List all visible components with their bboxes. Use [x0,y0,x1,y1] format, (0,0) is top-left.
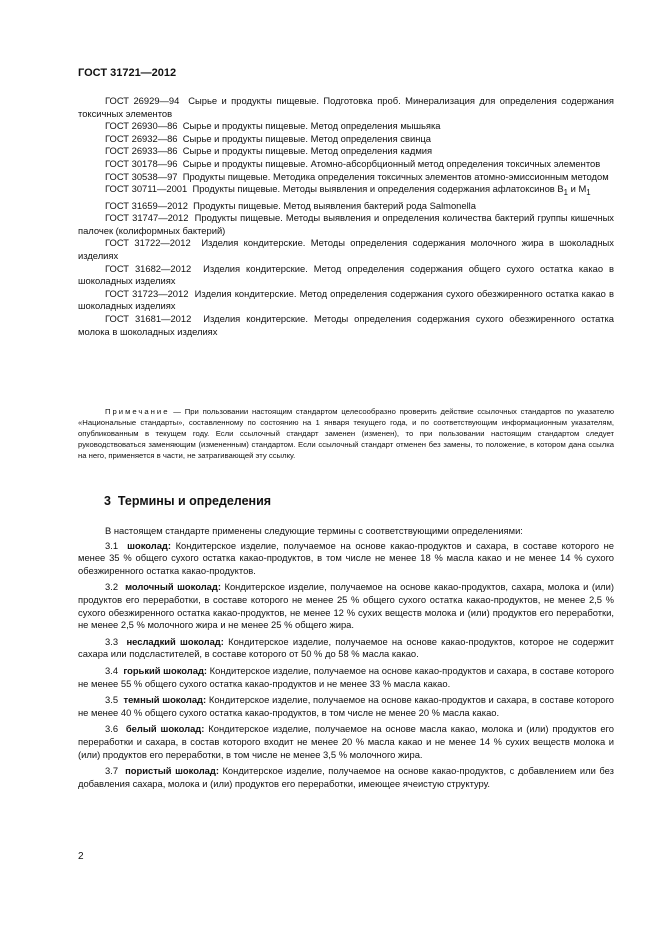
reference-item: ГОСТ 31681—2012 Изделия кондитерские. Методы определения содержания сухого обезжиренного остатка молока в шоколадных изделиях [78,312,615,337]
definitions-list [78,525,614,794]
normative-references-list [78,95,614,338]
definition-item: 3.6 белый шоколад: Кондитерское изделие, получаемое на основе масла какао, молока и (или) продуктов его переработки и сахара, в состав которого входит не менее 20 % масла какао и не менее 14 % сухих веществ молока и (или) продуктов его переработки, в том числе не менее 3,5 % молочного жира. [78,723,614,760]
definition-item: 3.5 темный шоколад: Кондитерское изделие, получаемое на основе какао-продуктов и сахара, в составе которого не менее 40 % общего сухого остатка какао-продуктов, в том числе не менее 20 % масла какао. [78,694,615,718]
reference-item: ГОСТ 26932—86 Сырье и продукты пищевые. Метод определения свинца [105,132,431,144]
reference-item: ГОСТ 30178—96 Сырье и продукты пищевые. Атомно-абсорбционный метод определения токсичных элементов [105,157,601,169]
reference-item: ГОСТ 31659—2012 Продукты пищевые. Метод выявления бактерий рода Salmonella [105,199,476,211]
note-text: — При пользовании настоящим стандартом целесообразно проверить действие ссылочных стандартов по указателю «Национальные стандарты», составленному по состоянию на 1 января текущего года, и по соответствующим информационным указателям, опубликованным в текущем году. Если ссылочный стандарт заменен (изменен), то при пользовании настоящим стандартом следует руководствоваться заменяющим (измененным) стандартом. Если ссылочный стандарт отменен без замены, то положение, в котором дана ссылка на него, применяется в части, не затрагивающей эту ссылку. [78,407,614,460]
definition-item: 3.2 молочный шоколад: Кондитерское изделие, получаемое на основе какао-продуктов, сахара, молока и (или) продуктов его переработки, в составе которого не менее 25 % общего сухого остатка какао-продуктов, не менее 2,5 % сухого обезжиренного остатка какао-продуктов, не менее 12 % сухих веществ молока и (или) продуктов его переработки, не менее 2,5 % молочного жира и не менее 25 % общего жира. [78,581,615,631]
reference-item: ГОСТ 31682—2012 Изделия кондитерские. Метод определения содержания общего сухого остатка какао в шоколадных изделиях [78,262,615,287]
definition-item: 3.7 пористый шоколад: Кондитерское изделие, получаемое на основе какао-продуктов, с добавлением или без добавления сахара, молока и (или) продуктов его переработки, имеющее ячеистую структуру. [78,765,614,789]
definition-item: 3.3 несладкий шоколад: Кондитерское изделие, получаемое на основе какао-продуктов, которое не содержит сахара или подсластителей, в составе которого от 50 % до 58 % масла какао. [78,635,614,660]
reference-item: ГОСТ 26930—86 Сырье и продукты пищевые. Метод определения мышьяка [105,120,441,132]
definition-item: 3.1 шоколад: Кондитерское изделие, получаемое на основе какао-продуктов и сахара, в составе которого не менее 35 % общего сухого остатка какао-продуктов, в том числе не менее 18 % масла какао и не менее 14 % сухого обезжиренного остатка какао-продуктов. [78,539,614,576]
reference-item: ГОСТ 31747—2012 Продукты пищевые. Методы выявления и определения количества бактерий группы кишечных палочек (колиформных бактерий) [78,212,614,236]
reference-item: ГОСТ 30538—97 Продукты пищевые. Методика определения токсичных элементов атомно-эмиссионным методом [105,170,609,182]
reference-item: ГОСТ 26933—86 Сырье и продукты пищевые. Метод определения кадмия [105,145,433,157]
definition-item: 3.4 горький шоколад: Кондитерское изделие, получаемое на основе какао-продуктов и сахара, в составе которого не менее 55 % общего сухого остатка какао-продуктов и не менее 33 % масла какао. [78,664,614,689]
definitions-intro: В настоящем стандарте применены следующие термины с соответствующими определениями: [105,525,523,536]
section-heading: 3 Термины и определения [104,494,272,508]
note-label: Примечание [105,407,170,416]
page-number: 2 [78,851,84,862]
running-header: ГОСТ 31721—2012 [78,67,177,79]
reference-item: ГОСТ 31723—2012 Изделия кондитерские. Метод определения содержания сухого обезжиренного остатка какао в шоколадных изделиях [78,287,614,312]
reference-item: ГОСТ 26929—94 Сырье и продукты пищевые. Подготовка проб. Минерализация для определения содержания токсичных элементов [78,95,614,119]
reference-item: ГОСТ 31722—2012 Изделия кондитерские. Методы определения содержания молочного жира в шоколадных изделиях [78,237,614,261]
references-note [78,406,614,461]
reference-item: ГОСТ 30711—2001 Продукты пищевые. Методы выявления и определения содержания афлатоксинов $B_1$ и $M_1$ [105,183,591,198]
